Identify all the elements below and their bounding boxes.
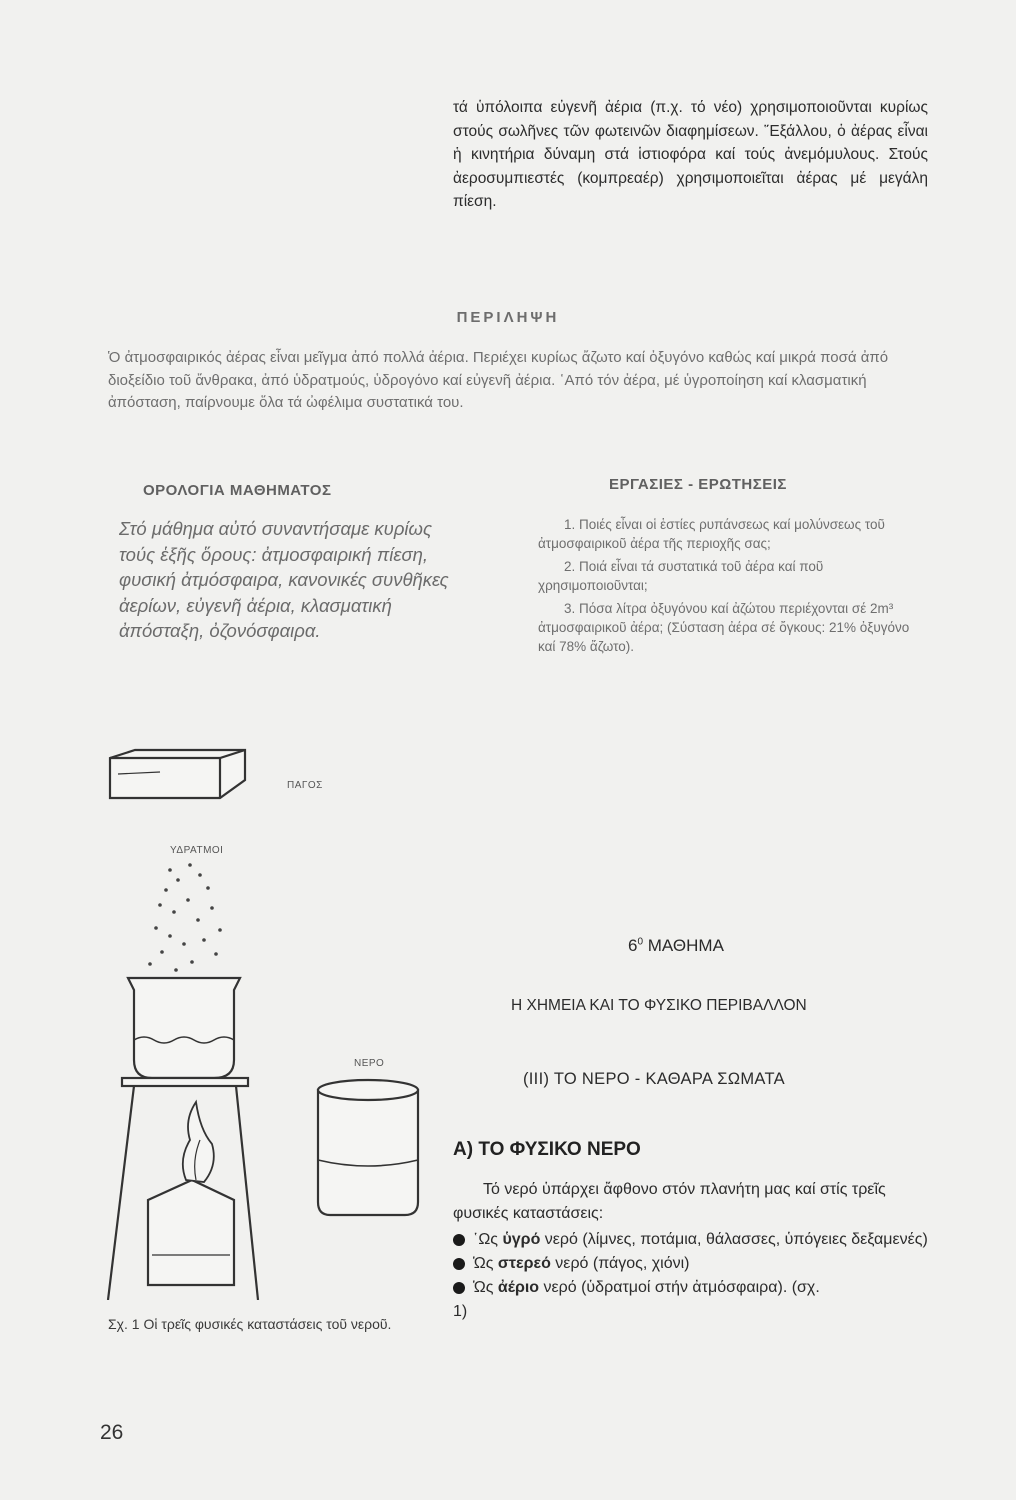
exercises-list [538,516,920,661]
ice-block [110,750,245,798]
figure-caption: Σχ. 1 Οἱ τρεῖς φυσικές καταστάσεις τοῦ νεροῦ. [108,1316,392,1332]
page-number: 26 [100,1421,124,1444]
state-item [453,1276,933,1324]
summary-text: Ὁ ἀτμοσφαιρικός ἀέρας εἶναι μεῖγμα ἀπό πολλά ἀέρια. Περιέχει κυρίως ἄζωτο καί ὀξυγόνο καθώς καί μικρά ποσά ἀπό διοξείδιο τοῦ ἄνθρακα, ἀπό ὑδρατμούς, ὑδρογόνο καί εὐγενῆ ἀέρια. ῾Από τόν ἀέρα, μέ ὑγροποίηση καί κλασματική ἀπόσταση, παίρνουμε ὅλα τά ὠφέλιμα συστατικά του. [108,349,889,412]
lesson-subtitle-2: (ΙΙΙ) ΤΟ ΝΕΡΟ - ΚΑΘΑΡΑ ΣΩΜΑΤΑ [523,1070,785,1088]
state-prefix: Ὡς [473,1279,498,1296]
lesson-number-superscript: 0 [637,936,644,948]
state-term: ἀέριο [497,1279,540,1296]
bullet-icon [453,1234,465,1246]
state-continuation: 1) [453,1303,468,1320]
water-states-list [453,1228,933,1324]
state-desc: νερό (ὑδρατμοί στήν ἀτμόσφαιρα). (σχ. [539,1279,820,1296]
state-prefix: ῾Ως [473,1231,503,1248]
exercises-heading: ΕΡΓΑΣΙΕΣ - ΕΡΩΤΗΣΕΙΣ [609,476,787,493]
water-label: ΝΕΡΟ [354,1058,385,1069]
lesson-number: 6 [628,936,638,955]
exercise-item: 1. Ποιές εἶναι οἱ ἑστίες ρυπάνσεως καί μολύνσεως τοῦ ἀτμοσφαιρικοῦ ἀέρα τῆς περιοχῆς σας; [538,517,885,551]
top-paragraph: τά ὑπόλοιπα εὐγενῆ ἀέρια (π.χ. τό νέο) χρησιμοποιοῦνται κυρίως στούς σωλῆνες τῶν φωτεινῶν διαφημίσεων. ῞Εξάλλου, ὁ ἀέρας εἶναι ἡ κινητήρια δύναμη στά ἱστιοφόρα καί τούς ἀνεμόμυλους. Στούς ἀεροσυμπιεστές (κομπρεαέρ) χρησιμοποιεῖται ἀέρας μέ μεγάλη πίεση. [453,99,928,211]
state-item [453,1228,933,1252]
state-term: ὑγρό [502,1231,541,1248]
state-desc: νερό (λίμνες, ποτάμια, θάλασσες, ὑπόγειες δεξαμενές) [540,1231,928,1248]
lesson-word: ΜΑΘΗΜΑ [647,936,724,955]
lesson-title [628,936,724,956]
terminology-heading: ΟΡΟΛΟΓΙΑ ΜΑΘΗΜΑΤΟΣ [143,482,332,499]
water-states-figure [100,740,460,1300]
state-desc: νερό (πάγος, χιόνι) [550,1255,690,1272]
section-a-heading: Α) ΤΟ ΦΥΣΙΚΟ ΝΕΡΟ [453,1139,641,1160]
terminology-text: Στό μάθημα αὐτό συναντήσαμε κυρίως τούς ἑξῆς ὅρους: ἀτμοσφαιρική πίεση, φυσική ἀτμόσφαιρα, κανονικές συνθῆκες ἀερίων, εὐγενῆ ἀέρια, κλασματική ἀπόσταξη, ὀζονόσφαιρα. [119,518,449,642]
vapor-label: ΥΔΡΑΤΜΟΙ [170,845,224,856]
beaker [128,978,240,1078]
bullet-icon [453,1282,465,1294]
burner [148,1102,234,1285]
water-glass [318,1080,418,1215]
exercise-item: 2. Ποιά εἶναι τά συστατικά τοῦ ἀέρα καί ποῦ χρησιμοποιοῦνται; [538,559,824,593]
summary-heading: ΠΕΡΙΛΗΨΗ [456,309,560,326]
exercise-item: 3. Πόσα λίτρα ὀξυγόνου καί ἀζώτου περιέχονται σέ 2m³ ἀτμοσφαιρικοῦ ἀέρα; (Σύσταση ἀέρα σέ ὄγκους: 21% ὀξυγόνο καί 78% ἄζωτο). [538,601,910,654]
state-prefix: Ὡς [473,1255,498,1272]
lesson-subtitle: Η ΧΗΜΕΙΑ ΚΑΙ ΤΟ ΦΥΣΙΚΟ ΠΕΡΙΒΑΛΛΟΝ [511,997,807,1014]
state-item [453,1252,933,1276]
bullet-icon [453,1258,465,1270]
state-term: στερεό [497,1255,551,1272]
section-a-intro: Τό νερό ὑπάρχει ἄφθονο στόν πλανήτη μας καί στίς τρεῖς φυσικές καταστάσεις: [453,1181,886,1222]
ice-label: ΠΑΓΟΣ [287,780,323,791]
